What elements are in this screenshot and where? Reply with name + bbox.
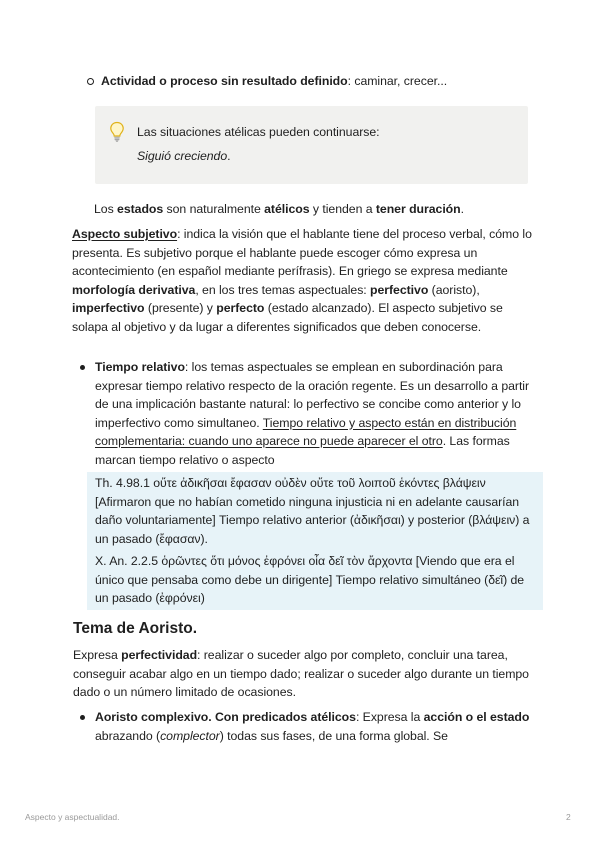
section-heading: Tema de Aoristo. (73, 620, 198, 637)
list-item-aoristo-complexivo (95, 708, 531, 745)
text-span: (estado alcanzado). El aspecto subjetivo se solapa al objetivo y da lugar a diferentes significados que deben conocerse. (72, 301, 503, 334)
underlined-span: Tiempo relativo y aspecto están en distribución complementaria: cuando uno aparece no puede aparecer el otro (95, 415, 517, 448)
bold-span: perfectividad (121, 648, 198, 662)
text-span: , en los tres temas aspectuales: (195, 282, 371, 297)
paragraph-estados (94, 200, 534, 219)
list-item-tiempo-relativo (95, 358, 531, 469)
bold-span: estados (117, 202, 164, 216)
text-span: Los (94, 202, 118, 216)
italic-span: complector (160, 728, 220, 743)
item-bold-label: Actividad o proceso sin resultado definido (101, 74, 348, 88)
text-span: abrazando ( (95, 728, 161, 743)
quote-block: X. An. 2.2.5 ὁρῶντες ὅτι μόνος ἐφρόνει οἷα δεῖ τὸν ἄρχοντα [Viendo que era el único que pensaba como debe un dirigente] Tiempo relativo simultáneo (δεῖ) de un pasado (ἐφρόνει) (87, 550, 543, 610)
callout-example: Siguió creciendo. (137, 149, 231, 163)
callout-example-italic: Siguió creciendo (137, 149, 228, 163)
text-span: Expresa (73, 648, 122, 662)
text-span: ) todas sus fases, de una forma global. Se (219, 728, 448, 743)
bold-span: acción o el estado (423, 710, 530, 724)
text-span: : realizar o suceder algo por completo, concluir una tarea, conseguir acabar algo en un tiempo dado; realizar o suceder algo durante un tiempo dado o un número limitado de ocasiones. (73, 648, 529, 699)
text-span: . (460, 202, 464, 216)
callout-text: Las situaciones atélicas pueden continuarse: (137, 125, 380, 139)
text-span: : los temas aspectuales se emplean en subordinación para expresar tiempo relativo respecto de la oración regente. Es un desarrollo a partir de una implicación bastante natural: lo perfectivo se concibe como anterior y lo imperfectivo como simultaneo. (95, 360, 530, 430)
bold-span: tener duración (375, 202, 461, 216)
hollow-bullet-icon (87, 78, 94, 85)
bold-span: imperfectivo (72, 301, 145, 315)
text-span: . Las formas marcan tiempo relativo o aspecto (95, 434, 510, 467)
text-span: (aoristo), (428, 282, 480, 297)
paragraph-aspecto-subjetivo (72, 225, 534, 336)
item-bold-label: Tiempo relativo (95, 360, 185, 374)
bold-span: morfología derivativa (72, 282, 196, 297)
footer-title: Aspecto y aspectualidad. (25, 812, 120, 822)
page-number: 2 (566, 812, 571, 822)
text-span: son naturalmente (163, 202, 265, 216)
text-span: y tienden a (309, 202, 376, 216)
term-aspecto-subjetivo: Aspecto subjetivo (72, 227, 178, 241)
paragraph-perfectividad (73, 646, 533, 702)
text-span: : Expresa la (355, 710, 424, 724)
text-span: (presente) y (144, 301, 217, 315)
callout-box (95, 106, 528, 184)
bullet-icon (80, 715, 85, 720)
item-text: : caminar, crecer... (347, 74, 448, 88)
item-bold-label: Aoristo complexivo. Con predicados atélicos (95, 710, 356, 724)
text-span: : indica la visión que el hablante tiene del proceso verbal, cómo lo presenta. Es subjetivo porque el hablante puede escoger cómo expresa un acontecimiento (en español mediante perífrasis). En griego se expresa mediante (72, 227, 532, 278)
bullet-icon (80, 365, 85, 370)
bold-span: atélicos (264, 202, 310, 216)
bold-span: perfecto (216, 301, 265, 315)
bold-span: perfectivo (370, 282, 429, 297)
lightbulb-icon (109, 121, 125, 148)
quote-block: Th. 4.98.1 οὔτε ἀδικῆσαι ἔφασαν οὐδὲν οὔτε τοῦ λοιποῦ ἑκόντες βλάψειν [Afirmaron que no habían cometido ninguna injusticia ni en adelante causarían daño voluntariamente] Tiempo relativo anterior (ἀδικῆσαι) y posterior (βλάψειν) a un pasado (ἔφασαν). (87, 472, 543, 552)
list-item-actividad (101, 72, 561, 91)
